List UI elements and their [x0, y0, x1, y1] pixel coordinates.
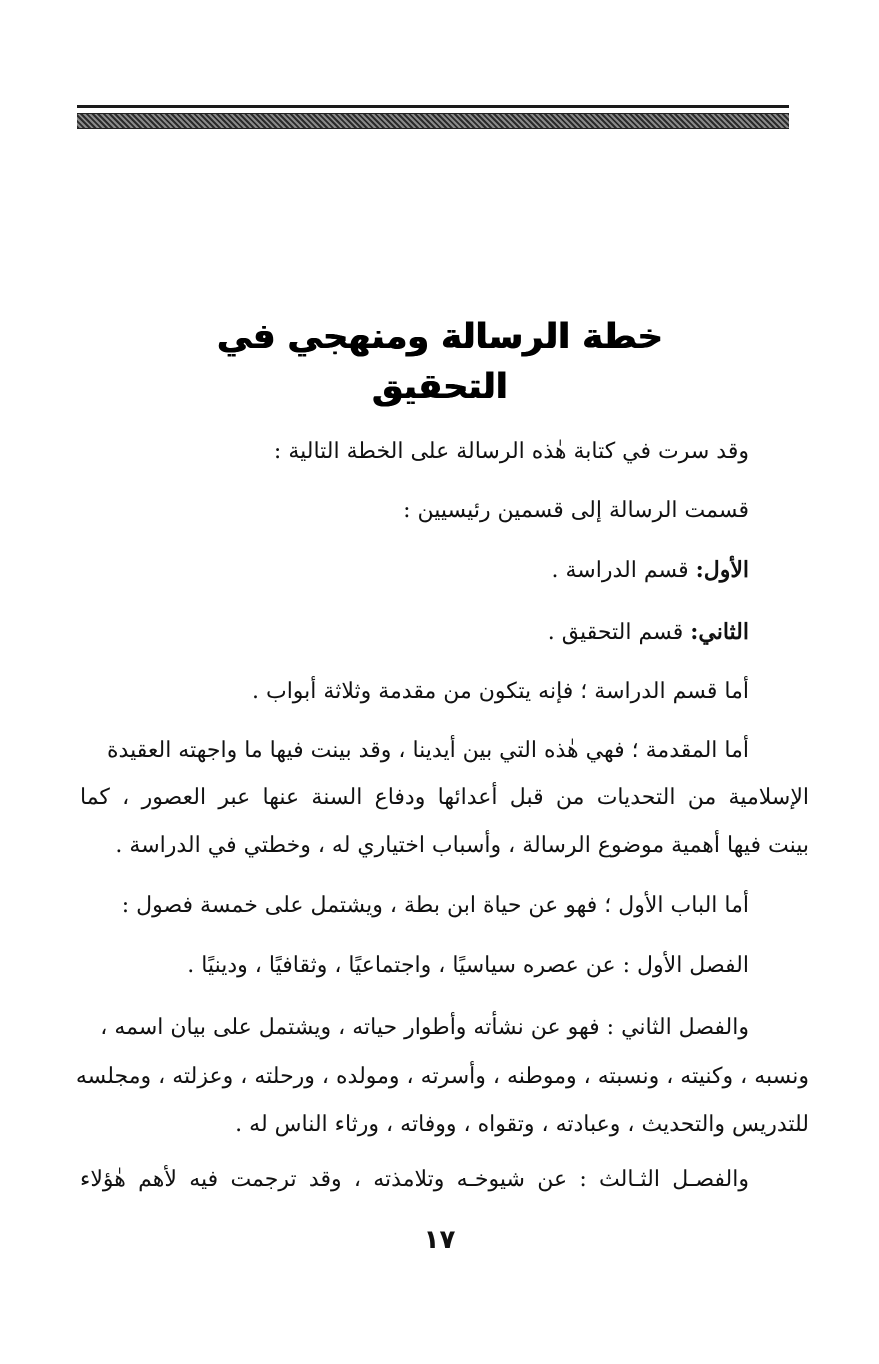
header-rule-thin [77, 105, 789, 108]
section-label-second: الثاني: [690, 619, 749, 645]
text-line-13: للتدريس والتحديث ، وعبادته ، وتقواه ، ووفاته ، ورثاء الناس له . [235, 1112, 809, 1137]
text-line-12: ونسبه ، وكنيته ، ونسبته ، وموطنه ، وأسرته ، ومولده ، ورحلته ، وعزلته ، ومجلسه [75, 1064, 809, 1089]
text-line-2: قسمت الرسالة إلى قسمين رئيسيين : [403, 498, 749, 523]
section-text-second: قسم التحقيق . [547, 620, 691, 645]
text-line-14: والفصـل الثـالث : عن شيوخـه وتلامذته ، وقد ترجمت فيه لأهم هٰؤلاء [80, 1167, 749, 1192]
text-line-8: بينت فيها أهمية موضوع الرسالة ، وأسباب اختياري له ، وخطتي في الدراسة . [115, 833, 809, 858]
text-line-3 [552, 552, 749, 589]
text-line-7: الإسلامية من التحديات من قبل أعدائها ودفاع السنة عنها عبر العصور ، كما [80, 785, 809, 810]
section-label-first: الأول: [695, 557, 749, 583]
text-line-11: والفصل الثاني : فهو عن نشأته وأطوار حياته ، ويشتمل على بيان اسمه ، [100, 1015, 749, 1040]
header-rule-thick [77, 113, 789, 129]
section-text-first: قسم الدراسة . [551, 558, 696, 583]
text-line-1: وقد سرت في كتابة هٰذه الرسالة على الخطة التالية : [273, 439, 749, 464]
text-line-4 [548, 614, 749, 651]
text-line-9: أما الباب الأول ؛ فهو عن حياة ابن بطة ، ويشتمل على خمسة فصول : [121, 893, 749, 918]
page-number: ١٧ [423, 1225, 456, 1255]
text-line-6: أما المقدمة ؛ فهي هٰذه التي بين أيدينا ، وقد بينت فيها ما واجهته العقيدة [107, 738, 749, 763]
text-line-5: أما قسم الدراسة ؛ فإنه يتكون من مقدمة وثلاثة أبواب . [252, 679, 749, 704]
text-line-10: الفصل الأول : عن عصره سياسيًا ، واجتماعيًا ، وثقافيًا ، ودينيًا . [187, 953, 749, 978]
chapter-title: خطة الرسالة ومنهجي في التحقيق [217, 317, 663, 407]
